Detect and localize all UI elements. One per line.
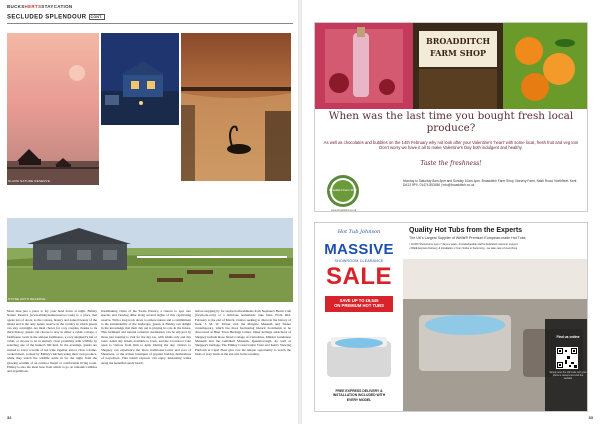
running-head-brand: BUCKS: [7, 4, 25, 9]
photo1-caption: SLAND NATURE RESERVE: [8, 179, 51, 183]
hot-tub-title: Quality Hot Tubs from the Experts: [409, 227, 523, 234]
left-page: [0, 0, 298, 424]
massive-text: MASSIVE: [324, 241, 394, 258]
title-rule: [7, 23, 293, 24]
qr-instructions: Simply scan the QR code with your phone's camera and visit the website: [549, 371, 587, 380]
farm-shop-tagline: Taste the freshness!: [420, 160, 482, 167]
article-column-1: More than just a place to lay your head down at night, Elmley Nature Reserve (www.elmleynaturereserve.co.uk) is a place that opens lots of doors, as the colours, history and natural beauty of the island and is the only nature reserve in the country in which guests can stay overnight. An ideal choice for cosy couples, thanks to its thick history, guests can choose to stay in either a cabin, cottage, a farmhouse room in the antique farmhouse, a cozy shepherd's hut or cabin, or choose to be in entirely close proximity with wildlife by selecting one of the hunter's hill huts. In the evenings, guests are invited to savor a bottle of red wine together and to close a home-cooked meal, cooked by Elmley's kitchen using their own produce, while they watch the wildlife settle in for the night from the glowing warmth of an outdoor firepit or comfortable living room. Elmley is also the ideal base from which to go on romantic rambles and expeditions.: [7, 309, 97, 374]
section-tag: CONT.: [90, 15, 103, 19]
hot-tub-bullet-2: • FREE Express Delivery & Installation • From Sofas to Swimming - we take care of everything: [409, 246, 518, 250]
photo4-caption: STONE ARTS RESERVE: [8, 297, 46, 301]
page-number-left: 32: [7, 415, 12, 420]
free-delivery-text: [315, 389, 403, 402]
hot-tub-info-panel: [403, 223, 587, 411]
farm-shop-body: As well as chocolates and bubbles on the 14th February why not look after your Valentine's 'heart' with some local, fresh fruit and veg too! Don't worry we have it all to make Valentine's Day both indulgent and healthy.: [323, 140, 579, 151]
right-page: [302, 0, 600, 424]
running-head-section: STAYCATION: [41, 4, 73, 9]
article-column-2: breathtaking vistas of the Swale Estuary, a chance to spot rare species and viewing alike along several sights of this captivating reserve. With a long track down to remote nature and a commitment to the sustainability of the landscape, guests at Elmley can delight in the knowledge that their day out is playing its role in the future. This farmland and natural romantic destination can be enjoyed by those just wanting to visit for the day too, with adults only and day tours. Adult day tickets available to book, and the Crowsfoot Café open to visitors from 9am to 4pm. During the day, visitors to Sheppey can experience the more traditional towns and port of Sheerness, or the artisan boutiques of popular holiday destinations of Leysdown. This island explorer can enjoy interesting walks along the beautiful sandy beach.: [101, 309, 191, 365]
farm-shop-logo-text: Broadditch Farm Shop: [329, 188, 357, 192]
find-us-online: Find us online: [556, 335, 580, 339]
page-number-right: 33: [588, 415, 593, 420]
hot-tub-subtitle: The UK's Largest Supplier of Wellis® Premium European-made Hot Tubs: [409, 236, 526, 240]
hot-tub-bullet-1: • 10,000 Showrooms open 7 days a week • Knowledgeable staff & dedicated customer support: [409, 243, 518, 246]
farm-shop-headline: When was the last time you bought fresh local produce?: [328, 110, 574, 134]
hot-tub-bullets: [409, 243, 585, 250]
qr-code-icon[interactable]: [556, 347, 578, 369]
photo-swan-sunset: [181, 33, 291, 181]
hot-tub-sale-panel: [315, 223, 403, 411]
running-head-accent: HERTS: [24, 4, 42, 9]
save-line-2: ON PREMIUM HOT TUBS: [334, 303, 384, 308]
farm-shop-ad: [314, 22, 588, 212]
photo-huts-sunset: [7, 33, 99, 185]
article-column-3: before stopping by for seafood refreshments from Neptune's Beach Café (facebook.com) or a delicious homemade cake bites. From mid-February to the end of March, visitors seeking to discover the history of Kent. J. M. W. Turner visit the Margate Museum and Turner contemporary, which has more fascinating historic documents to be discovered at Blue Town Heritage Centre. Other heritage attractions of Sheppey include Rose Street Cottage of Curiosities, Minster Gatehouse Museum and the Guildhall Museum, Queenborough. As well as Sheppey's heritage, The Elmley Conservation Trust and Kent's Viewing Platform at Capel Fleet give rare the unique opportunity to watch the birds of prey lands as the sun sets in the evening.: [195, 309, 291, 356]
hot-tub-ad: [314, 222, 588, 412]
farm-shop-sign: BROADDITCH FARM SHOP: [425, 36, 491, 58]
free-line-2: INSTALLATION INCLUDED WITH: [332, 393, 386, 398]
showroom-clearance-text: SHOWROOM CLEARANCE: [334, 259, 384, 263]
free-line-1: FREE EXPRESS DELIVERY &: [335, 389, 383, 393]
free-line-3: EVERY MODEL: [346, 397, 372, 402]
save-badge: [325, 296, 393, 312]
hot-tub-brand: Hot Tub Johnson: [337, 229, 381, 235]
photo-huts-night: [101, 33, 179, 125]
save-line-1: SAVE UP TO £6,545: [339, 298, 379, 303]
sale-text: SALE: [325, 263, 392, 290]
section-title-text: SECLUDED SPLENDOUR: [7, 14, 87, 21]
farm-shop-ad-image: [315, 23, 587, 109]
farm-shop-footer: [315, 171, 587, 211]
running-head: [7, 4, 72, 9]
section-title: [7, 14, 105, 21]
farm-shop-url[interactable]: www.broadditch.co.uk: [331, 209, 357, 212]
hot-tub-product-image: [323, 323, 395, 383]
farm-shop-address: Monday to Saturday 8am-5pm and Sunday 10am-4pm. Broadditch Farm Shop, Nursery Farm, Nash Road, Northfleet, Kent DA13 9PX. 01474 853456 | info@broadditch.co.uk: [403, 179, 577, 188]
photo-lodge-field: [7, 218, 293, 302]
